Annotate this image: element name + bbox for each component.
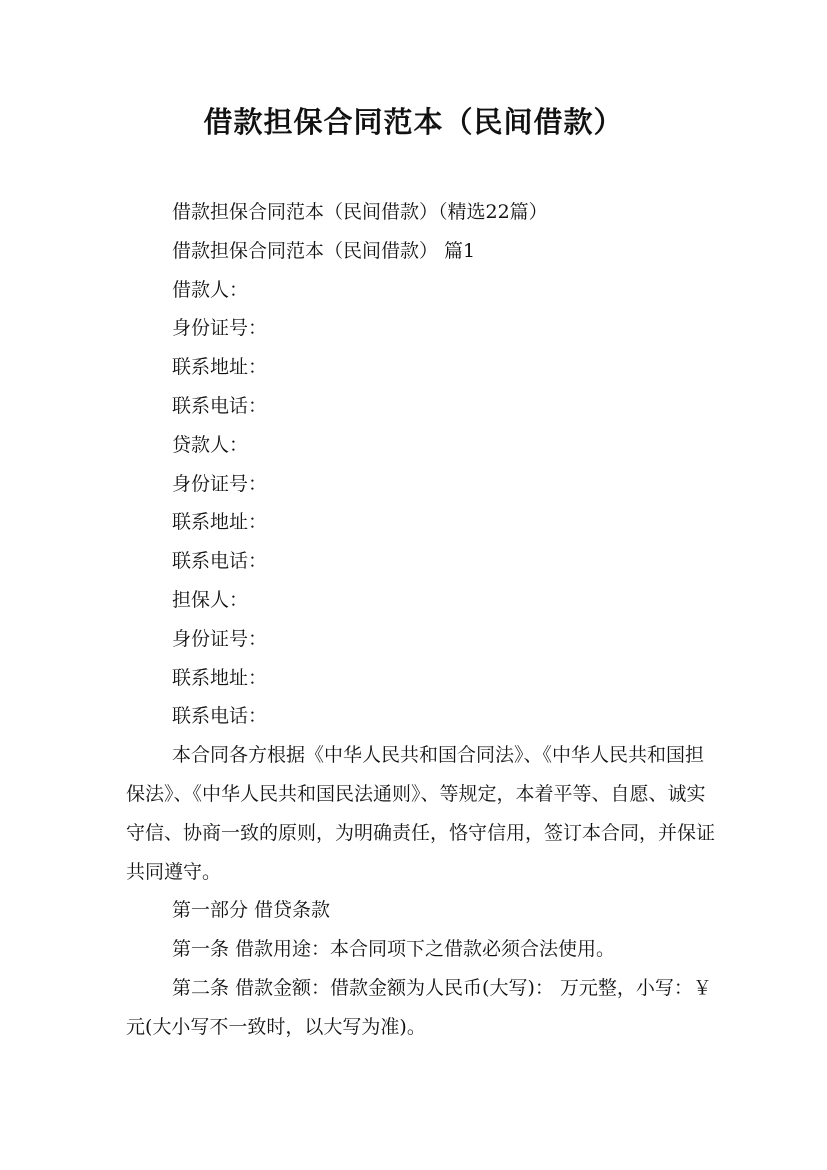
field-lender-address: 联系地址： — [172, 511, 268, 534]
field-borrower-id: 身份证号： — [172, 317, 268, 340]
paragraph-article-two: 第二条 借款金额：借款金额为人民币(大写)： 万元整，小写：￥ 元(大小写不一致时，以大写为准)。 — [126, 976, 712, 1038]
field-guarantor-phone: 联系电话： — [172, 705, 268, 728]
field-borrower-address: 联系地址： — [172, 356, 268, 379]
paragraph-part-one-heading: 第一部分 借贷条款 — [172, 899, 331, 922]
paragraph-section-heading: 借款担保合同范本（民间借款） 篇1 — [172, 239, 476, 262]
field-guarantor-id: 身份证号： — [172, 627, 268, 650]
field-borrower: 借款人： — [172, 278, 249, 301]
field-guarantor-address: 联系地址： — [172, 666, 268, 689]
field-guarantor: 担保人： — [172, 588, 249, 611]
field-borrower-phone: 联系电话： — [172, 394, 268, 417]
field-lender-phone: 联系电话： — [172, 550, 268, 573]
paragraph-subtitle: 借款担保合同范本（民间借款）（精选22篇） — [172, 201, 548, 223]
document-title: 借款担保合同范本（民间借款） — [203, 105, 624, 139]
paragraph-preamble: 本合同各方根据《中华人民共和国合同法》、《中华人民共和国担保法》、《中华人民共和国民法通则》、等规定，本着平等、自愿、诚实守信、协商一致的原则，为明确责任，恪守信用，签订本合同，并保证共同遵守。 — [126, 744, 716, 883]
field-lender: 贷款人： — [172, 433, 249, 456]
document-body — [126, 193, 718, 1047]
field-lender-id: 身份证号： — [172, 472, 268, 495]
paragraph-article-one: 第一条 借款用途：本合同项下之借款必须合法使用。 — [172, 938, 616, 961]
